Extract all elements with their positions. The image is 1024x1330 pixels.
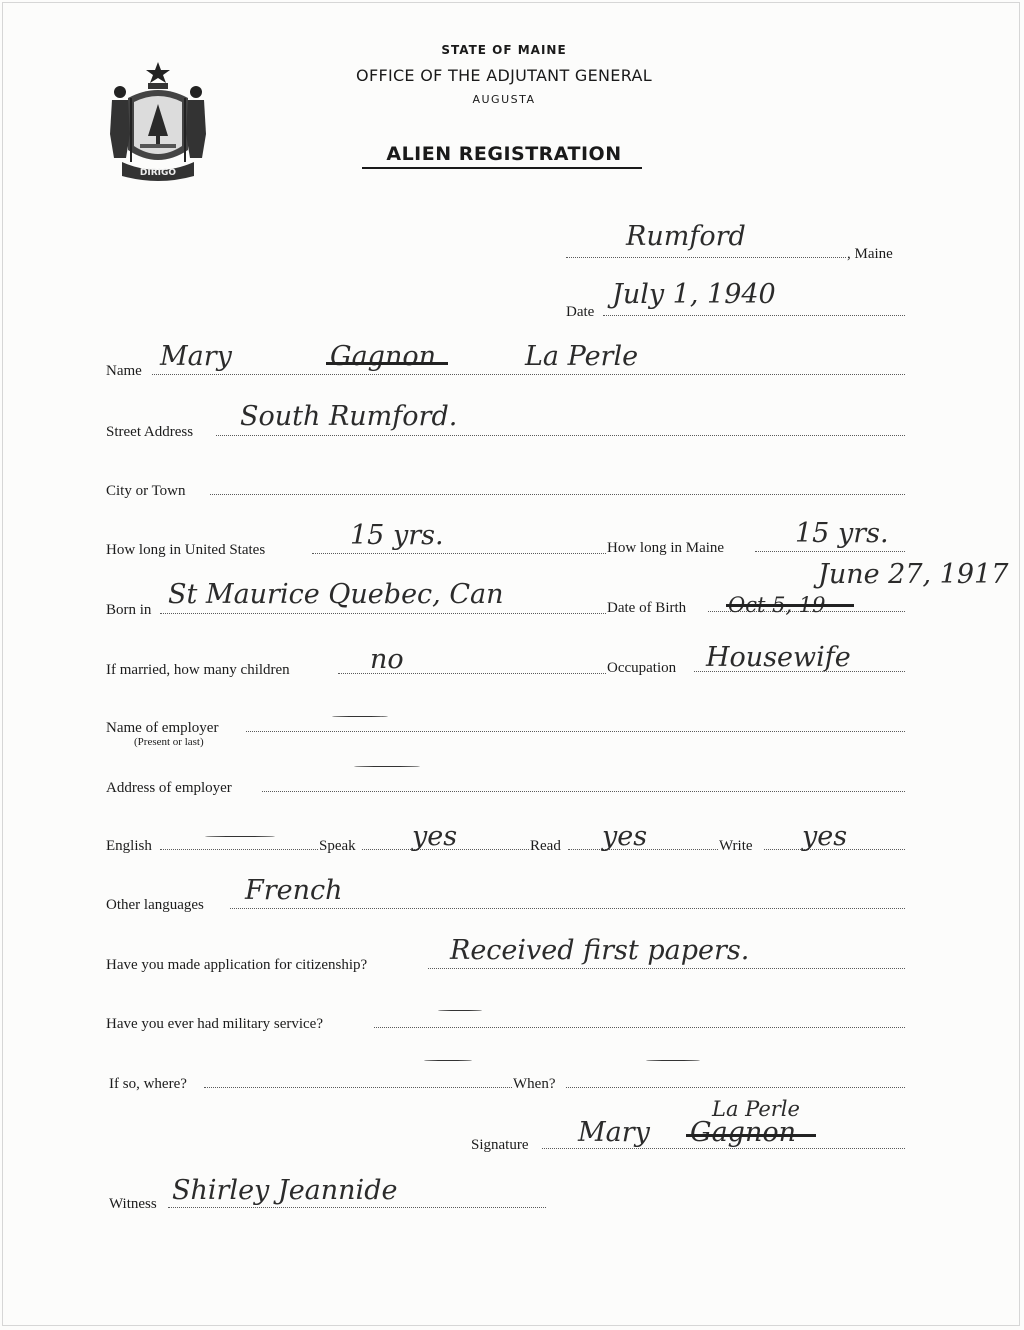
signature-field-line <box>542 1148 905 1149</box>
when-field-line <box>566 1087 905 1088</box>
date-of-birth-label: Date of Birth <box>607 600 687 616</box>
title-underline <box>362 167 642 169</box>
speak-label: Speak <box>319 838 356 854</box>
maine-state-seal-icon <box>104 58 212 182</box>
occupation-value[interactable]: Housewife <box>706 642 851 673</box>
name-field-line <box>152 374 905 375</box>
street-address-label: Street Address <box>106 424 194 440</box>
header-office: OFFICE OF THE ADJUTANT GENERAL <box>356 66 652 85</box>
witness-label: Witness <box>109 1196 157 1212</box>
english-field-line <box>160 849 318 850</box>
citizenship-label: Have you made application for citizenship? <box>106 957 368 973</box>
svg-text:DIRIGO: DIRIGO <box>139 168 177 178</box>
children-value[interactable]: no <box>370 644 404 675</box>
date-of-birth-struck-value[interactable]: Oct 5, 19 <box>728 593 826 617</box>
employer-name-dash <box>332 716 388 717</box>
date-of-birth-strikethrough <box>726 604 854 607</box>
town-field-line <box>566 257 846 258</box>
other-languages-value[interactable]: French <box>245 875 343 906</box>
witness-field-line <box>168 1207 546 1208</box>
witness-value[interactable]: Shirley Jeannide <box>172 1175 398 1206</box>
date-of-birth-value[interactable]: June 27, 1917 <box>818 559 1009 590</box>
header-city: AUGUSTA <box>472 93 536 106</box>
how-long-maine-value[interactable]: 15 yrs. <box>795 518 889 549</box>
date-label: Date <box>566 304 595 320</box>
write-label: Write <box>719 838 753 854</box>
other-languages-field-line <box>230 908 905 909</box>
military-field-line <box>374 1027 905 1028</box>
name-strikethrough <box>326 362 448 365</box>
occupation-label: Occupation <box>607 660 677 676</box>
signature-struck-value[interactable]: Gagnon <box>690 1117 796 1148</box>
military-label: Have you ever had military service? <box>106 1016 323 1032</box>
signature-added-value[interactable]: La Perle <box>712 1097 800 1121</box>
employer-name-sublabel: (Present or last) <box>134 736 204 748</box>
citizenship-field-line <box>428 968 905 969</box>
employer-address-field-line <box>262 791 905 792</box>
born-in-value[interactable]: St Maurice Quebec, Can <box>168 579 504 610</box>
citizenship-value[interactable]: Received first papers. <box>450 935 750 966</box>
signature-strikethrough <box>686 1134 816 1137</box>
signature-first-value[interactable]: Mary <box>578 1117 650 1148</box>
read-label: Read <box>530 838 561 854</box>
street-address-value[interactable]: South Rumford. <box>240 401 458 432</box>
employer-address-dash <box>354 766 420 767</box>
where-label: If so, where? <box>109 1076 187 1092</box>
how-long-us-value[interactable]: 15 yrs. <box>350 520 444 551</box>
how-long-us-label: How long in United States <box>106 542 266 558</box>
military-dash <box>438 1010 482 1011</box>
when-label: When? <box>513 1076 556 1092</box>
how-long-maine-field-line <box>755 551 905 552</box>
speak-value[interactable]: yes <box>412 821 458 852</box>
born-in-label: Born in <box>106 602 152 618</box>
how-long-us-field-line <box>312 553 606 554</box>
city-town-field-line <box>210 494 905 495</box>
employer-name-field-line <box>246 731 905 732</box>
where-dash <box>424 1060 472 1061</box>
how-long-maine-label: How long in Maine <box>607 540 725 556</box>
maine-label: , Maine <box>847 246 893 262</box>
english-label: English <box>106 838 152 854</box>
born-in-field-line <box>160 613 606 614</box>
employer-name-label: Name of employer <box>106 720 219 736</box>
town-value[interactable]: Rumford <box>626 221 746 252</box>
where-field-line <box>204 1087 512 1088</box>
when-dash <box>646 1060 700 1061</box>
name-label: Name <box>106 363 142 379</box>
form-title: ALIEN REGISTRATION <box>386 143 622 165</box>
other-languages-label: Other languages <box>106 897 204 913</box>
write-value[interactable]: yes <box>802 821 848 852</box>
name-surname-value[interactable]: La Perle <box>525 341 639 372</box>
children-label: If married, how many children <box>106 662 290 678</box>
city-town-label: City or Town <box>106 483 186 499</box>
english-dash <box>205 836 275 837</box>
date-value[interactable]: July 1, 1940 <box>612 279 776 310</box>
name-first-value[interactable]: Mary <box>160 341 232 372</box>
employer-address-label: Address of employer <box>106 780 232 796</box>
name-struck-value[interactable]: Gagnon <box>330 341 436 372</box>
header-state: STATE OF MAINE <box>441 43 567 57</box>
signature-label: Signature <box>471 1137 529 1153</box>
street-address-field-line <box>216 435 905 436</box>
read-value[interactable]: yes <box>602 821 648 852</box>
date-field-line <box>603 315 905 316</box>
